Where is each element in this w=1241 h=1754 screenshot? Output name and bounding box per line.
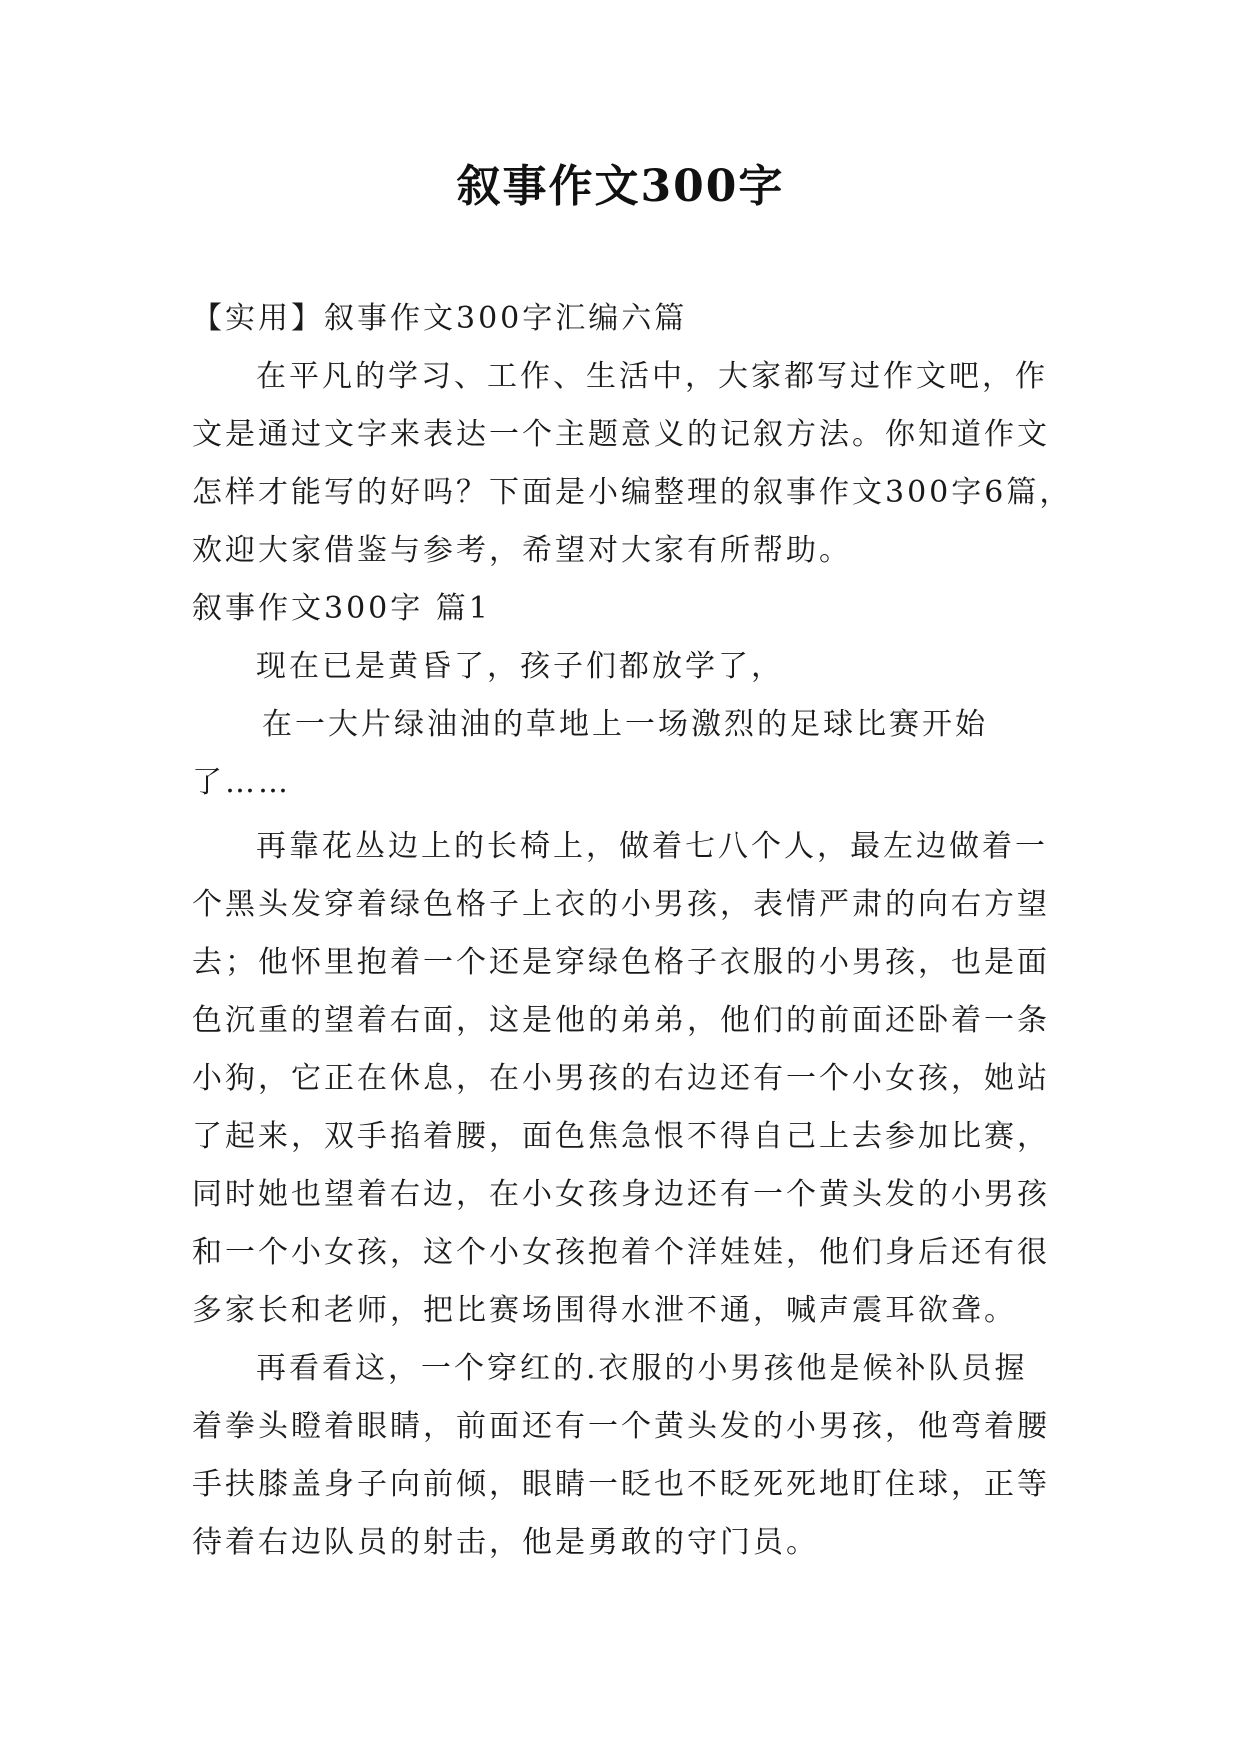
- paragraph-line: 再靠花丛边上的长椅上，做着七八个人，最左边做着一: [256, 829, 1048, 864]
- paragraph-line: 手扶膝盖身子向前倾，眼睛一眨也不眨死死地盯住球，正等: [192, 1467, 1050, 1502]
- paragraph-line: 文是通过文字来表达一个主题意义的记叙方法。你知道作文: [192, 417, 1050, 452]
- paragraph-line: 怎样才能写的好吗？下面是小编整理的叙事作文300字6篇，: [192, 475, 1073, 510]
- paragraph-line: 小狗，它正在休息，在小男孩的右边还有一个小女孩，她站: [192, 1061, 1050, 1096]
- paragraph-line: 去；他怀里抱着一个还是穿绿色格子衣服的小男孩，也是面: [192, 945, 1050, 980]
- paragraph-line: 个黑头发穿着绿色格子上衣的小男孩，表情严肃的向右方望: [192, 887, 1050, 922]
- document-title: 叙事作文300字: [456, 161, 785, 212]
- paragraph-line: 在一大片绿油油的草地上一场激烈的足球比赛开始: [262, 707, 988, 742]
- paragraph-line: 再看看这，一个穿红的.衣服的小男孩他是候补队员握: [256, 1351, 1028, 1386]
- paragraph-line: 色沉重的望着右面，这是他的弟弟，他们的前面还卧着一条: [192, 1003, 1050, 1038]
- paragraph-line: 了起来，双手掐着腰，面色焦急恨不得自己上去参加比赛，: [192, 1119, 1050, 1154]
- paragraph-line: 现在已是黄昏了，孩子们都放学了，: [256, 649, 784, 684]
- paragraph-line: 和一个小女孩，这个小女孩抱着个洋娃娃，他们身后还有很: [192, 1235, 1050, 1270]
- document-body: [192, 290, 1073, 1572]
- paragraph-line: 同时她也望着右边，在小女孩身边还有一个黄头发的小男孩: [192, 1177, 1050, 1212]
- paragraph-line: 多家长和老师，把比赛场围得水泄不通，喊声震耳欲聋。: [192, 1293, 1017, 1328]
- section-heading: 叙事作文300字 篇1: [192, 591, 491, 626]
- paragraph-line: 欢迎大家借鉴与参考，希望对大家有所帮助。: [192, 533, 852, 568]
- paragraph-line: 在平凡的学习、工作、生活中，大家都写过作文吧，作: [256, 359, 1048, 394]
- paragraph-line: 待着右边队员的射击，他是勇敢的守门员。: [192, 1525, 819, 1560]
- subtitle-line: 【实用】叙事作文300字汇编六篇: [192, 301, 688, 336]
- paragraph-line: 着拳头瞪着眼睛，前面还有一个黄头发的小男孩，他弯着腰: [192, 1409, 1050, 1444]
- paragraph-line: 了……: [192, 765, 291, 800]
